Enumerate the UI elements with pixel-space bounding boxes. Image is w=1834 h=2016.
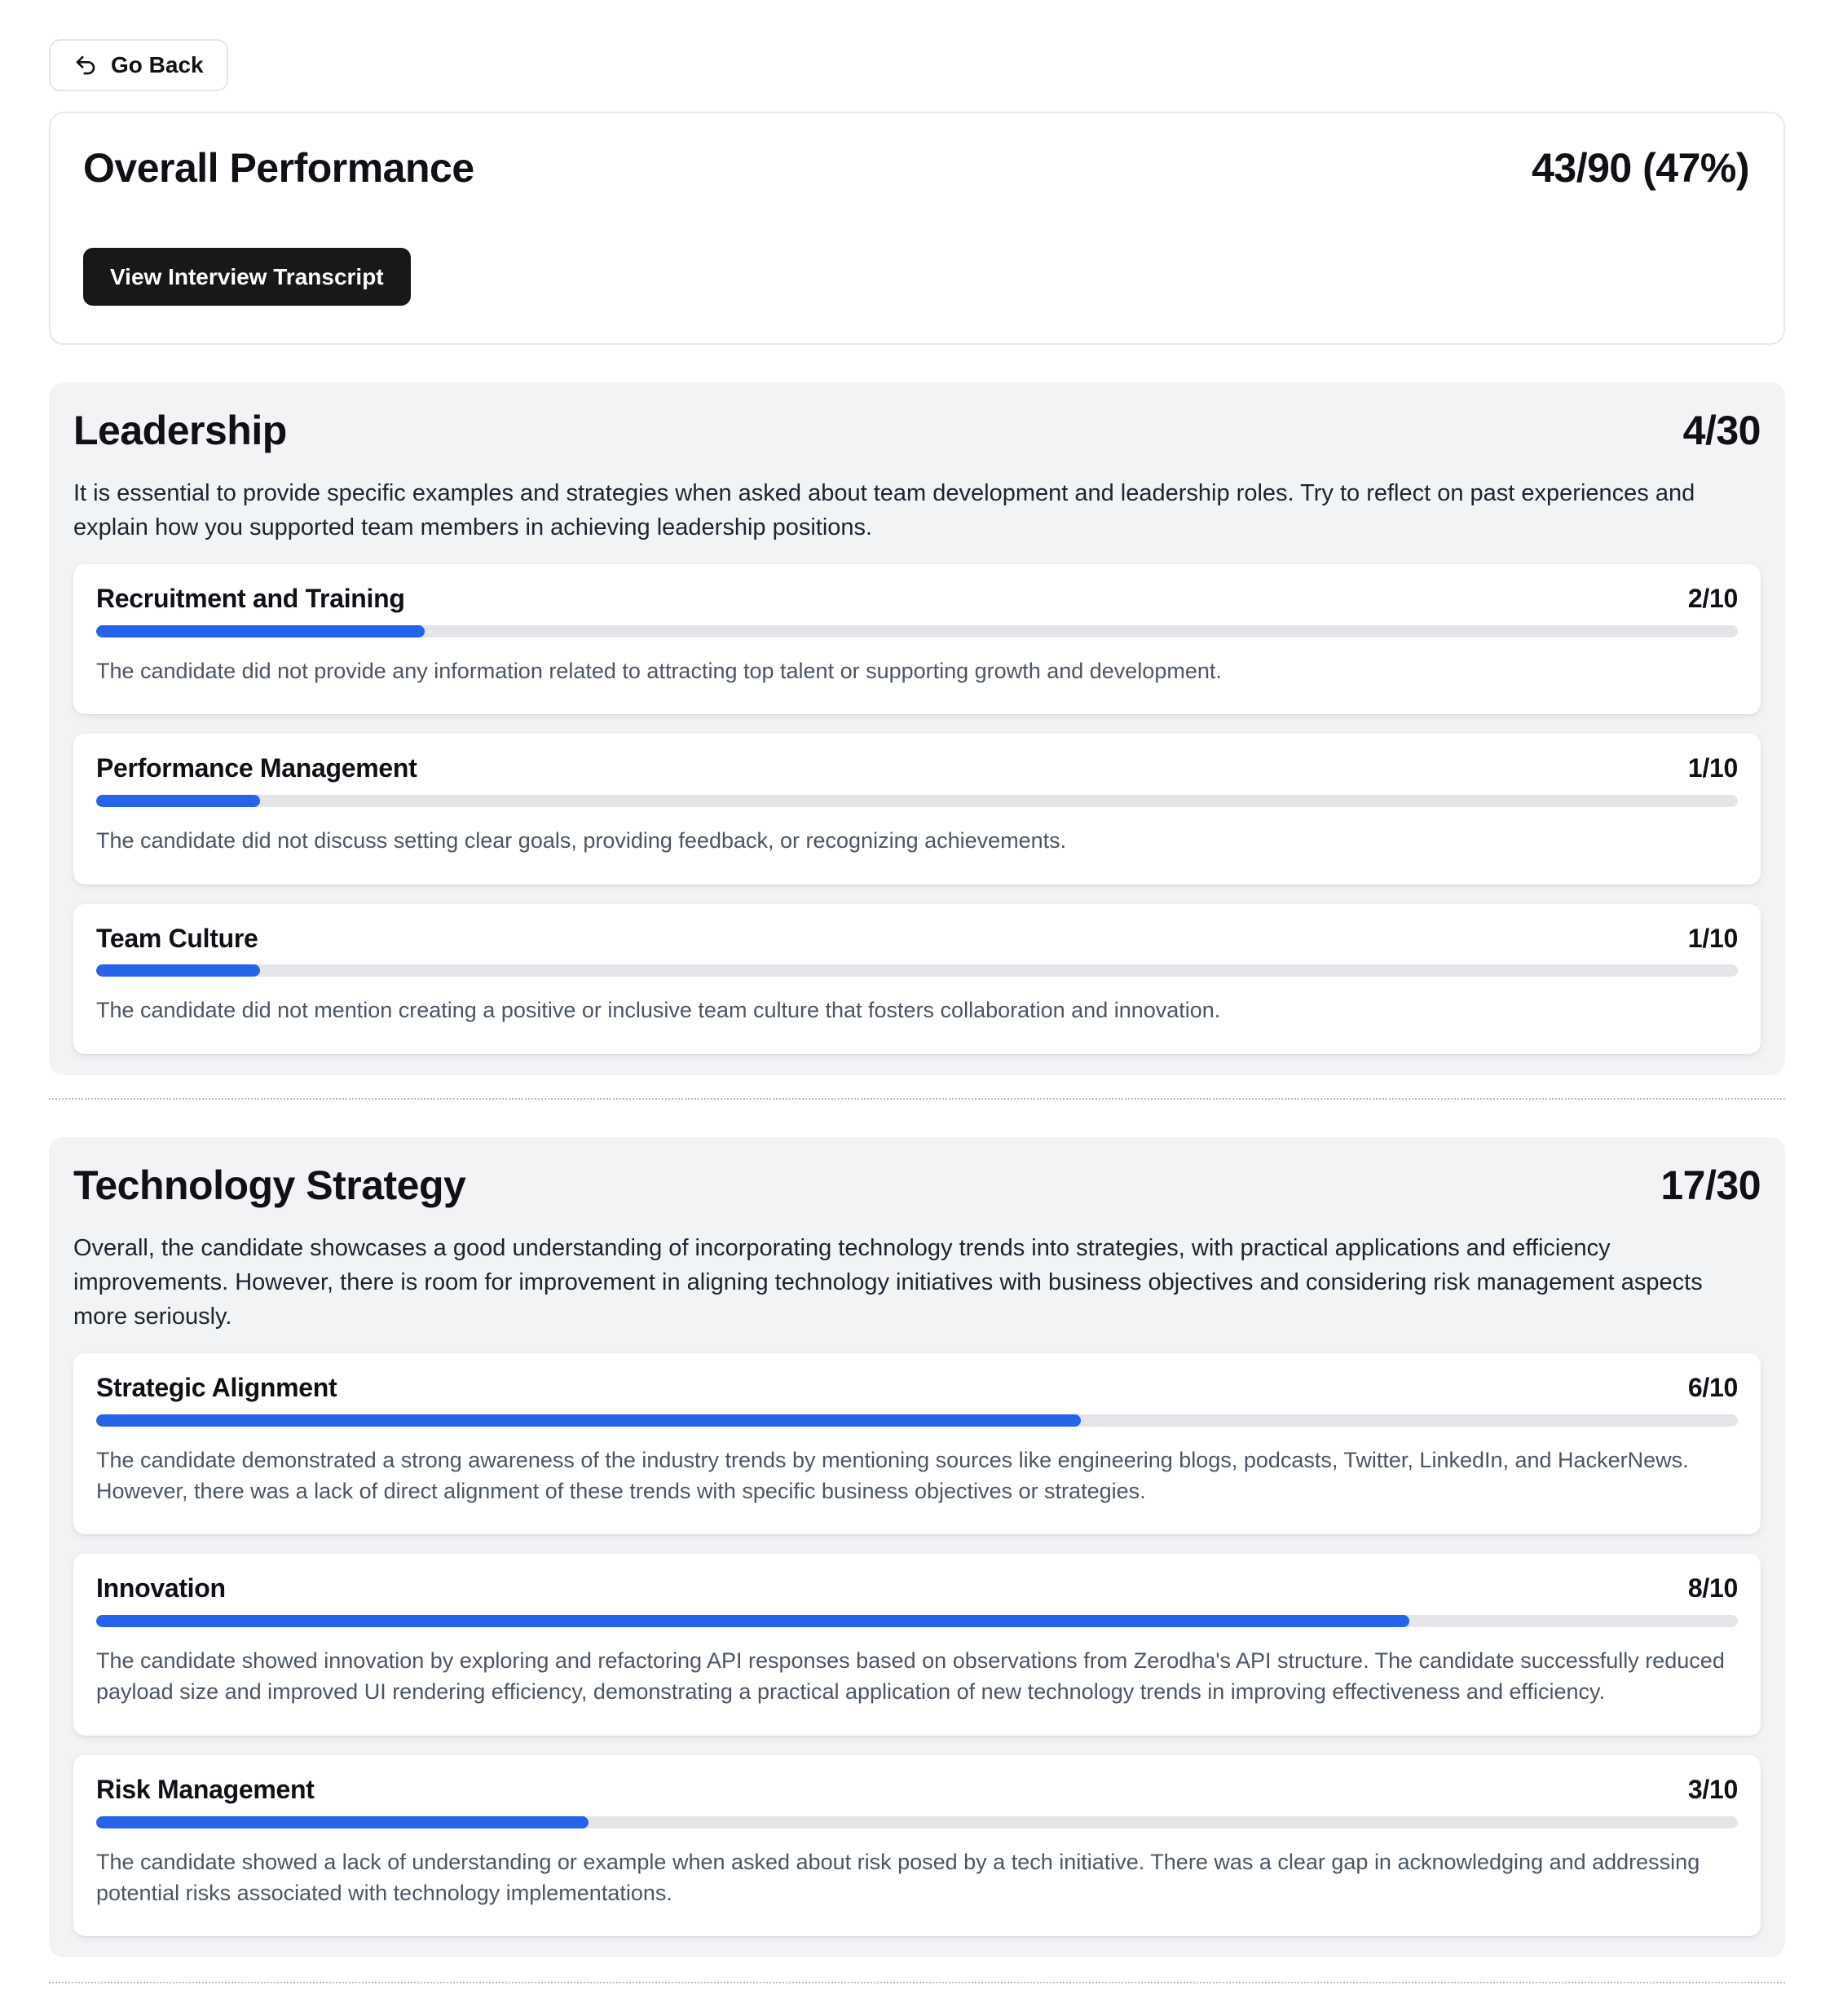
criterion-description: The candidate did not provide any information related to attracting top talent or supporting growth and development.: [96, 659, 1222, 684]
progress-bar-track: [96, 1414, 1738, 1427]
section-technology-strategy: [49, 1137, 1785, 1958]
criterion-title: Performance Management: [96, 753, 417, 783]
undo-arrow-icon: [73, 53, 98, 77]
criterion-card-innovation: [73, 1554, 1761, 1735]
criterion-description: The candidate showed innovation by exploring and refactoring API responses based on observations from Zerodha's API structure. The candidate successfully reduced payload size and improved UI rendering efficiency, demonstrating a practical application of new technology trends in improving effectiveness and efficiency.: [96, 1648, 1725, 1705]
overall-score: 43/90 (47%): [1532, 144, 1749, 191]
criterion-card-recruitment-and-training: [73, 564, 1761, 714]
progress-bar-track: [96, 625, 1738, 637]
section-divider: [49, 1098, 1785, 1100]
section-score: 17/30: [1660, 1162, 1761, 1208]
overall-performance-title: Overall Performance: [83, 144, 474, 191]
criterion-title: Team Culture: [96, 923, 258, 953]
criterion-score: 2/10: [1687, 584, 1738, 614]
section-title: Leadership: [73, 408, 287, 454]
criterion-title: Recruitment and Training: [96, 584, 405, 614]
progress-bar-fill: [96, 795, 260, 807]
section-summary: It is essential to provide specific examples and strategies when asked about team development and leadership roles. Try to reflect on past experiences and explain how you supported team members in achieving leadership positions.: [73, 480, 1695, 541]
criterion-card-performance-management: [73, 734, 1761, 884]
progress-bar-fill: [96, 1816, 589, 1829]
view-interview-transcript-button[interactable]: View Interview Transcript: [83, 248, 411, 307]
progress-bar-fill: [96, 1615, 1409, 1627]
progress-bar-track: [96, 1816, 1738, 1829]
progress-bar-track: [96, 795, 1738, 807]
criterion-card-strategic-alignment: [73, 1353, 1761, 1534]
progress-bar-track: [96, 1615, 1738, 1627]
go-back-label: Go Back: [111, 52, 204, 77]
progress-bar-fill: [96, 625, 425, 637]
go-back-button[interactable]: [49, 39, 228, 91]
criterion-description: The candidate showed a lack of understanding or example when asked about risk posed by a tech initiative. There was a clear gap in acknowledging and addressing potential risks associated with technology implementations.: [96, 1849, 1700, 1905]
criterion-score: 1/10: [1687, 923, 1738, 953]
criterion-score: 3/10: [1687, 1774, 1738, 1804]
progress-bar-track: [96, 964, 1738, 977]
criterion-description: The candidate did not discuss setting clear goals, providing feedback, or recognizing achievements.: [96, 828, 1067, 854]
criterion-score: 1/10: [1687, 753, 1738, 783]
progress-bar-fill: [96, 964, 260, 977]
criterion-title: Strategic Alignment: [96, 1372, 337, 1402]
bottom-divider: [49, 1982, 1785, 1983]
criterion-title: Innovation: [96, 1573, 226, 1604]
section-score: 4/30: [1682, 408, 1761, 454]
criterion-title: Risk Management: [96, 1774, 315, 1804]
criterion-card-risk-management: [73, 1755, 1761, 1936]
criterion-card-team-culture: [73, 904, 1761, 1054]
section-leadership: [49, 382, 1785, 1074]
section-summary: Overall, the candidate showcases a good understanding of incorporating technology trends into strategies, with practical applications and efficiency improvements. However, there is room for improvement in aligning technology initiatives with business objectives and considering risk management aspects more seriously.: [73, 1234, 1703, 1330]
section-title: Technology Strategy: [73, 1162, 466, 1208]
criterion-score: 6/10: [1687, 1372, 1738, 1402]
criterion-description: The candidate demonstrated a strong awareness of the industry trends by mentioning sources like engineering blogs, podcasts, Twitter, LinkedIn, and HackerNews. However, there was a lack of direct alignment of these trends with specific business objectives or strategies.: [96, 1447, 1689, 1503]
overall-performance-card: [49, 112, 1785, 346]
criterion-description: The candidate did not mention creating a positive or inclusive team culture that fosters collaboration and innovation.: [96, 998, 1221, 1023]
progress-bar-fill: [96, 1414, 1081, 1427]
criterion-score: 8/10: [1687, 1573, 1738, 1604]
